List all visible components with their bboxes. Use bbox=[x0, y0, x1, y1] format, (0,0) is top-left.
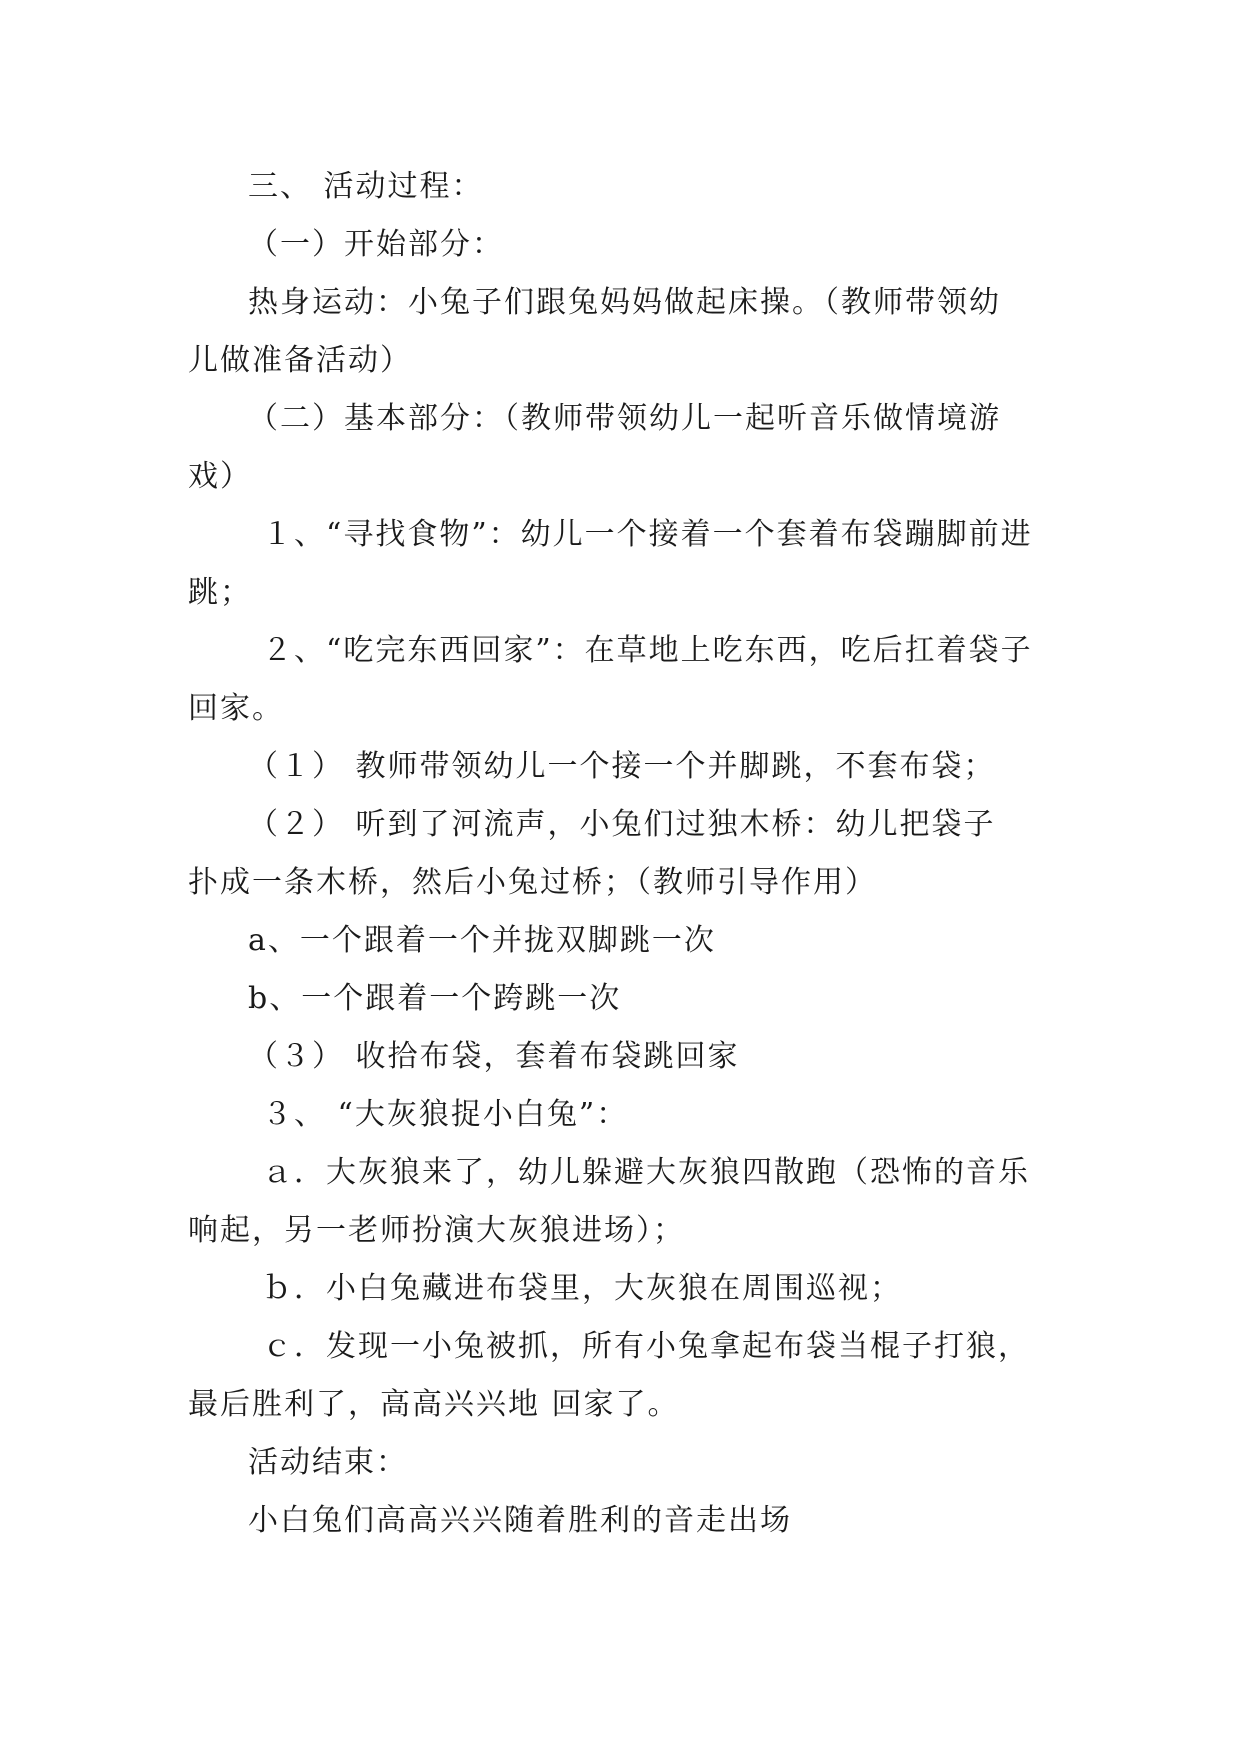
step3-a-line-2: 响起，另一老师扮演大灰狼进场）； bbox=[188, 1213, 685, 1248]
step3-a-paragraph bbox=[188, 1144, 1050, 1260]
part2-line-2: 戏） bbox=[188, 459, 252, 494]
sub-step-2-a: a、一个跟着一个并拢双脚跳一次 bbox=[248, 923, 716, 958]
part1-title: （一）开始部分： bbox=[248, 227, 504, 262]
sub-step-3: （３） 收拾布袋，套着布袋跳回家 bbox=[248, 1039, 740, 1074]
step3-title: ３、 “大灰狼捉小白兔”： bbox=[262, 1097, 629, 1132]
warmup-line-1: 热身运动：小兔子们跟兔妈妈做起床操。（教师带领幼 bbox=[248, 285, 1001, 320]
part2-paragraph bbox=[188, 390, 1050, 506]
document-body bbox=[188, 158, 1050, 1550]
part2-line-1: （二）基本部分：（教师带领幼儿一起听音乐做情境游 bbox=[248, 401, 1001, 436]
step3-b: ｂ．小白兔藏进布袋里，大灰狼在周围巡视； bbox=[262, 1271, 902, 1306]
ending-text: 小白兔们高高兴兴随着胜利的音走出场 bbox=[248, 1503, 792, 1538]
step3-c-line-2: 最后胜利了，高高兴兴地 回家了。 bbox=[188, 1387, 680, 1422]
step1-paragraph bbox=[188, 506, 1050, 622]
sub-step-1: （１） 教师带领幼儿一个接一个并脚跳，不套布袋； bbox=[248, 749, 996, 784]
section-title: 三、 活动过程： bbox=[248, 169, 484, 204]
step2-line-1: ２、“吃完东西回家”：在草地上吃东西，吃后扛着袋子 bbox=[262, 633, 1033, 668]
step3-c-line-1: ｃ．发现一小兔被抓，所有小兔拿起布袋当棍子打狼， bbox=[262, 1329, 1030, 1364]
sub-step-2-line-1: （２） 听到了河流声，小兔们过独木桥：幼儿把袋子 bbox=[248, 807, 996, 842]
sub-step-2-paragraph bbox=[188, 796, 1050, 912]
step3-c-paragraph bbox=[188, 1318, 1050, 1434]
sub-step-2-b: b、一个跟着一个跨跳一次 bbox=[248, 981, 622, 1016]
warmup-paragraph bbox=[188, 274, 1050, 390]
ending-title: 活动结束： bbox=[248, 1445, 408, 1480]
sub-step-2-line-2: 扑成一条木桥，然后小兔过桥；（教师引导作用） bbox=[188, 865, 877, 900]
warmup-line-2: 儿做准备活动） bbox=[188, 343, 412, 378]
step2-line-2: 回家。 bbox=[188, 691, 284, 726]
step1-line-2: 跳； bbox=[188, 575, 252, 610]
step2-paragraph bbox=[188, 622, 1050, 738]
step1-line-1: １、“寻找食物”：幼儿一个接着一个套着布袋蹦脚前进 bbox=[262, 517, 1033, 552]
step3-a-line-1: ａ．大灰狼来了，幼儿躲避大灰狼四散跑（恐怖的音乐 bbox=[262, 1155, 1030, 1190]
